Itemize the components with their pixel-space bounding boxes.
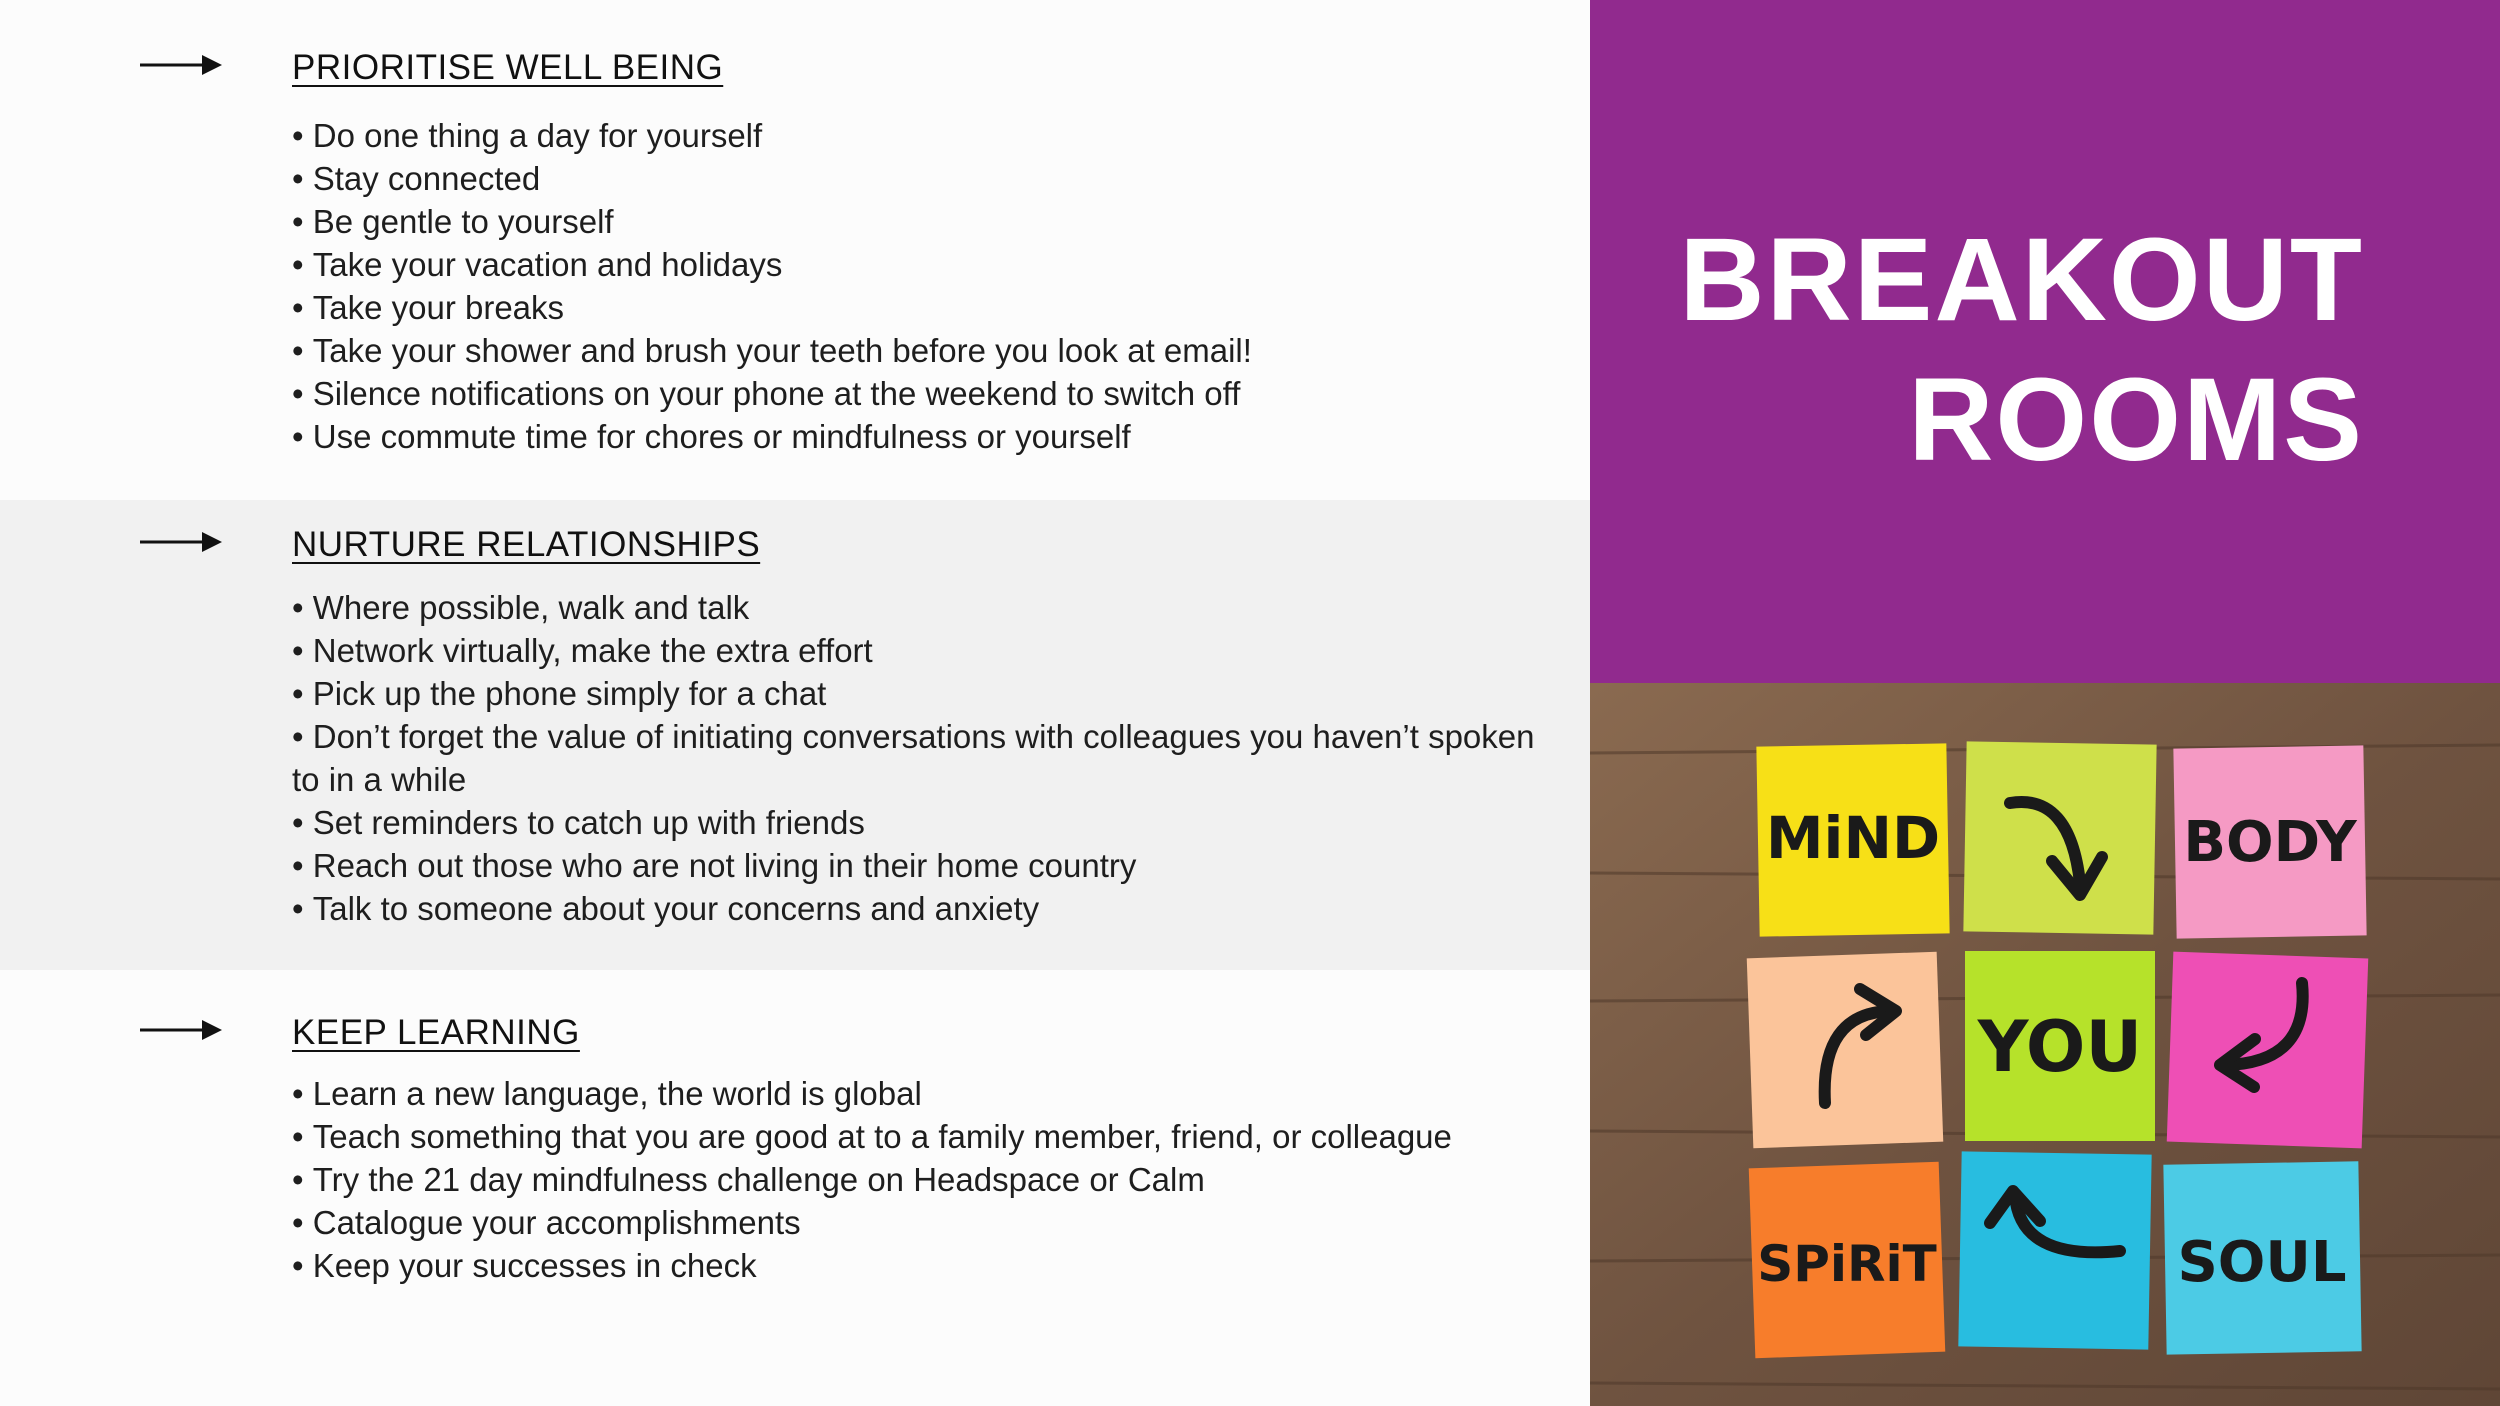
sticky-note-arrow-down (1963, 741, 2156, 934)
title-panel (1590, 0, 2500, 683)
list-item: • Network virtually, make the extra effort (292, 629, 1562, 672)
learning-list (292, 1072, 1562, 1287)
wellbeing-list (292, 114, 1562, 458)
note-label-you: YOU (1977, 1006, 2143, 1088)
list-item: • Catalogue your accomplishments (292, 1201, 1562, 1244)
section-heading-relationships: NURTURE RELATIONSHIPS (292, 525, 761, 564)
list-item: • Learn a new language, the world is global (292, 1072, 1562, 1115)
list-item: • Teach something that you are good at to a family member, friend, or colleague (292, 1115, 1562, 1158)
title-line-2: ROOMS (1908, 354, 2364, 486)
title-line-1: BREAKOUT (1679, 214, 2364, 346)
list-item: • Reach out those who are not living in their home country (292, 844, 1562, 887)
sticky-notes-photo (1590, 683, 2500, 1406)
page-title (1679, 210, 2364, 490)
list-item: • Take your shower and brush your teeth before you look at email! (292, 329, 1562, 372)
relationships-list (292, 586, 1562, 930)
arrow-right-icon (140, 1018, 222, 1042)
sticky-note-arrow-up-right (1747, 952, 1944, 1149)
section-heading-learning: KEEP LEARNING (292, 1013, 580, 1052)
note-label-body: BODY (2183, 810, 2357, 875)
list-item: • Stay connected (292, 157, 1562, 200)
list-item: • Silence notifications on your phone at the weekend to switch off (292, 372, 1562, 415)
list-item: • Be gentle to yourself (292, 200, 1562, 243)
list-item: • Don’t forget the value of initiating conversations with colleagues you haven’t spoken to in a while (292, 715, 1562, 801)
list-item: • Use commute time for chores or mindfulness or yourself (292, 415, 1562, 458)
note-label-soul: SOUL (2177, 1230, 2347, 1295)
arrow-right-icon (140, 53, 222, 77)
list-item: • Take your breaks (292, 286, 1562, 329)
sticky-note-arrow-down-left (2167, 952, 2369, 1149)
arrow-right-icon (140, 530, 222, 554)
note-label-mind: MiND (1765, 804, 1941, 872)
list-item: • Set reminders to catch up with friends (292, 801, 1562, 844)
list-item: • Talk to someone about your concerns and anxiety (292, 887, 1562, 930)
list-item: • Do one thing a day for yourself (292, 114, 1562, 157)
list-item: • Keep your successes in check (292, 1244, 1562, 1287)
list-item: • Take your vacation and holidays (292, 243, 1562, 286)
note-label-spirit: SPiRiT (1757, 1235, 1937, 1293)
list-item: • Pick up the phone simply for a chat (292, 672, 1562, 715)
section-heading-wellbeing: PRIORITISE WELL BEING (292, 48, 724, 87)
list-item: • Try the 21 day mindfulness challenge on Headspace or Calm (292, 1158, 1562, 1201)
list-item: • Where possible, walk and talk (292, 586, 1562, 629)
